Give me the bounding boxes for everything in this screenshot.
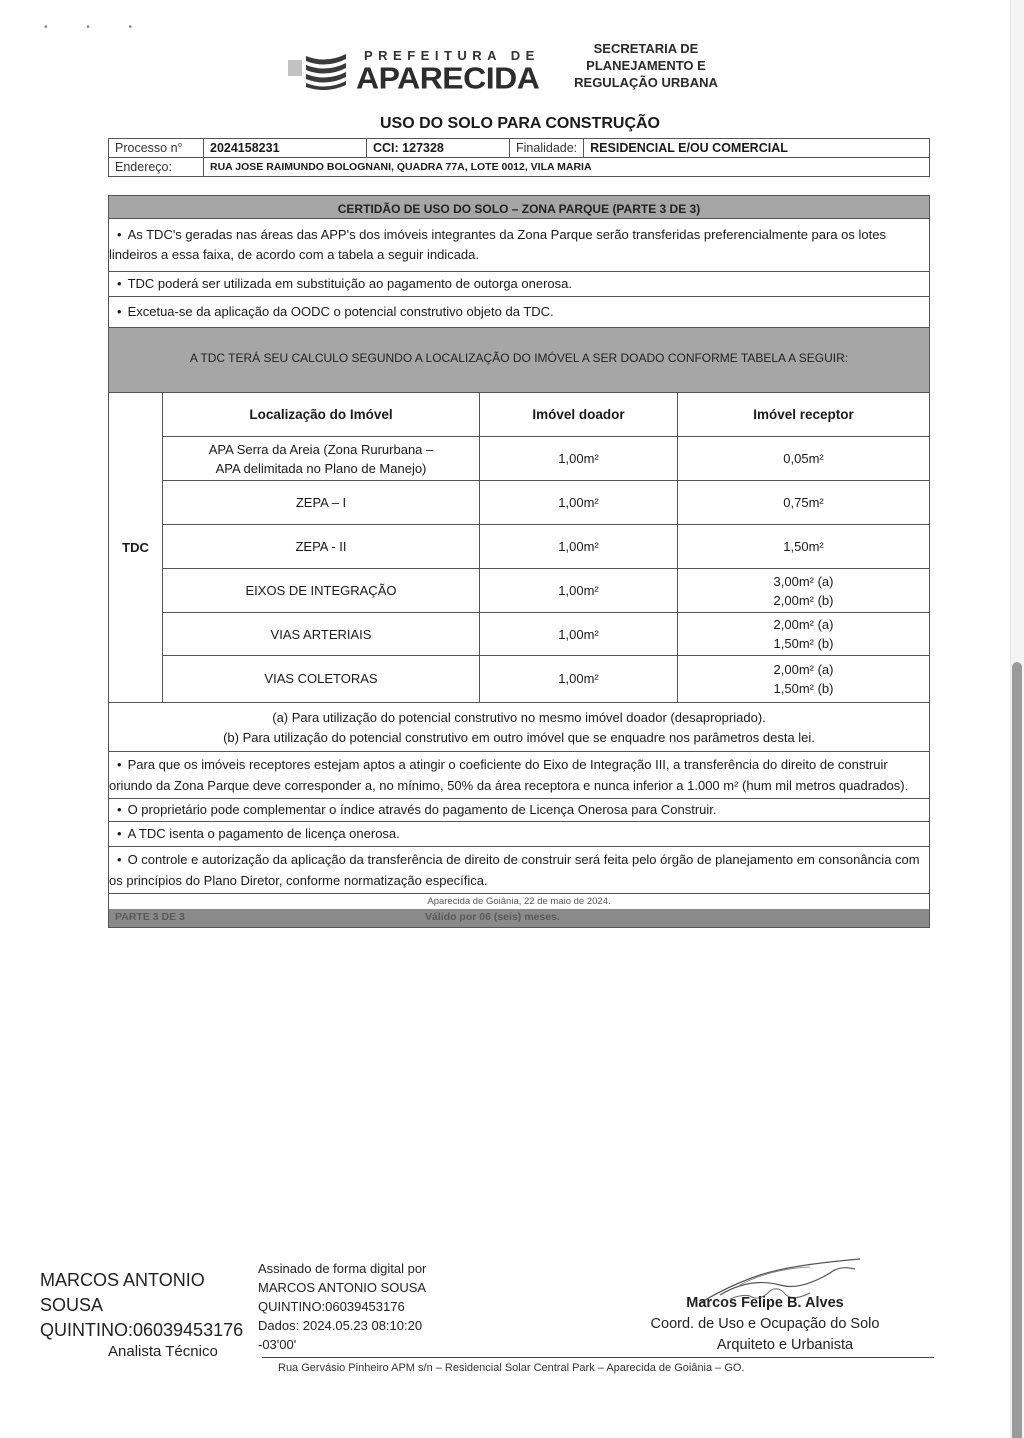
processo-label: Processo n° — [109, 139, 204, 158]
address-row — [109, 158, 930, 177]
localizacao-cell: ZEPA - II — [163, 525, 480, 569]
signer-left-line: QUINTINO:06039453176 — [40, 1320, 244, 1340]
doador-cell: 1,00m² — [480, 525, 678, 569]
scrollbar-thumb[interactable] — [1012, 662, 1022, 1438]
tdc-row — [163, 569, 929, 613]
bullet-item: • A TDC isenta o pagamento de licença onerosa. — [109, 821, 929, 846]
process-info-table — [108, 138, 930, 177]
document-title: USO DO SOLO PARA CONSTRUÇÃO — [379, 115, 660, 132]
certidao-title: CERTIDÃO DE USO DO SOLO – ZONA PARQUE (PARTE 3 DE 3) — [109, 196, 929, 218]
finalidade-label: Finalidade: — [510, 139, 584, 158]
receptor-cell: 1,50m² — [678, 525, 930, 569]
receptor-cell — [678, 613, 930, 656]
digital-signature-info — [258, 1259, 426, 1354]
note-b: (b) Para utilização do potencial construtivo em outro imóvel que se enquadre nos parâmetros desta lei. — [223, 729, 815, 745]
issue-date: Aparecida de Goiânia, 22 de maio de 2024. — [109, 893, 929, 909]
finalidade-value: RESIDENCIAL E/OU COMERCIAL — [584, 139, 930, 158]
localizacao-cell: EIXOS DE INTEGRAÇÃO — [163, 569, 480, 613]
doador-cell: 1,00m² — [480, 437, 678, 481]
logo-name: APARECIDA — [356, 60, 540, 96]
receptor-value-a: 2,00m² (a) — [773, 661, 834, 677]
bullet-item: • Excetua-se da aplicação da OODC o potencial construtivo objeto da TDC. — [109, 296, 929, 327]
tdc-table-heading: A TDC TERÁ SEU CALCULO SEGUNDO A LOCALIZAÇÃO DO IMÓVEL A SER DOADO CONFORME TABELA A SEGUIR: — [109, 327, 929, 392]
localizacao-cell: APA Serra da Areia (Zona Rururbana – APA delimitada no Plano de Manejo) — [163, 437, 480, 481]
digital-line: Assinado de forma digital por — [258, 1261, 427, 1276]
tdc-label: TDC — [109, 393, 163, 702]
doador-cell: 1,00m² — [480, 656, 678, 702]
bullet-item: • O proprietário pode complementar o índice através do pagamento de Licença Onerosa para Construir. — [109, 798, 929, 821]
doador-cell: 1,00m² — [480, 569, 678, 613]
tdc-row — [163, 613, 929, 656]
bullet-item: • Para que os imóveis receptores estejam aptos a atingir o coeficiente do Eixo de Integração III, a transferência do direito de construir oriundo da Zona Parque deve corresponder a, no mínimo, 50% da área receptora e nunca inferior a 1.000 m² (hum mil metros quadrados). — [109, 751, 929, 798]
doador-cell: 1,00m² — [480, 481, 678, 525]
localizacao-cell: VIAS COLETORAS — [264, 671, 378, 687]
signer-right-role: Coord. de Uso e Ocupação do Solo — [650, 1316, 880, 1332]
bullet-item: • As TDC's geradas nas áreas das APP's dos imóveis integrantes da Zona Parque serão transferidas preferencialmente para os lotes lindeiros a essa faixa, de acordo com a tabela a seguir indicada. — [109, 218, 929, 271]
receptor-cell: 0,05m² — [678, 437, 930, 481]
column-header: Imóvel receptor — [678, 393, 930, 437]
scan-dots: • • • — [44, 22, 151, 33]
secretaria-line: PLANEJAMENTO E — [586, 58, 706, 73]
signer-left-line: MARCOS ANTONIO — [40, 1270, 205, 1290]
receptor-value-b: 1,50m² (b) — [773, 680, 834, 696]
localizacao-cell: VIAS ARTERIAIS — [163, 613, 480, 656]
secretaria-line: REGULAÇÃO URBANA — [574, 75, 718, 90]
signer-right-title: Arquiteto e Urbanista — [716, 1337, 854, 1353]
signer-left-line: SOUSA — [40, 1295, 104, 1315]
tdc-section — [109, 392, 929, 702]
receptor-cell — [678, 569, 930, 613]
footer-divider — [262, 1357, 934, 1358]
column-header: Imóvel doador — [480, 393, 678, 437]
column-header: Localização do Imóvel — [163, 393, 480, 437]
tdc-row — [163, 481, 929, 525]
receptor-cell — [678, 656, 930, 702]
footer-address: Rua Gervásio Pinheiro APM s/n – Residencial Solar Central Park – Aparecida de Goiânia – GO. — [278, 1362, 745, 1374]
secretaria-title — [556, 40, 736, 91]
validity-band — [109, 909, 929, 927]
doador-cell: 1,00m² — [480, 613, 678, 656]
receptor-value-a: 2,00m² (a) — [773, 617, 834, 632]
table-notes — [109, 702, 929, 751]
endereco-value: RUA JOSE RAIMUNDO BOLOGNANI, QUADRA 77A, LOTE 0012, VILA MARIA — [204, 158, 930, 177]
signer-left-role: Analista Técnico — [108, 1343, 218, 1360]
note-a: (a) Para utilização do potencial construtivo no mesmo imóvel doador (desapropriado). — [272, 709, 766, 725]
parte-label: PARTE 3 DE 3 — [115, 910, 185, 923]
receptor-value-b: 1,50m² (b) — [773, 636, 834, 651]
digital-line: Dados: 2024.05.23 08:10:20 — [258, 1318, 423, 1333]
receptor-cell: 0,75m² — [678, 481, 930, 525]
digital-line: QUINTINO:06039453176 — [258, 1299, 405, 1314]
certidao-box — [108, 195, 930, 928]
tdc-row — [163, 656, 929, 702]
bullet-item: • TDC poderá ser utilizada em substituição ao pagamento de outorga onerosa. — [109, 271, 929, 296]
digital-line: -03'00' — [258, 1337, 297, 1352]
signer-right — [620, 1293, 910, 1356]
receptor-value-a: 3,00m² (a) — [773, 573, 834, 589]
signer-left-name — [40, 1268, 243, 1343]
process-row — [109, 139, 930, 158]
processo-value: 2024158231 — [204, 139, 367, 158]
secretaria-line: SECRETARIA DE — [593, 41, 699, 56]
tdc-row — [163, 525, 929, 569]
logo-prefix: PREFEITURA DE — [364, 48, 540, 63]
digital-line: MARCOS ANTONIO SOUSA — [258, 1280, 427, 1295]
localizacao-cell: ZEPA – I — [163, 481, 480, 525]
tdc-table — [163, 393, 929, 702]
endereco-label: Endereço: — [109, 158, 204, 177]
cci-value: CCI: 127328 — [367, 139, 510, 158]
bullet-item: • O controle e autorização da aplicação da transferência de direito de construir será feita pelo órgão de planejamento em consonância com os princípios do Plano Diretor, conforme normatização específica. — [109, 846, 929, 893]
prefeitura-logo-icon — [288, 50, 348, 90]
validity-text: Válido por 06 (seis) meses. — [425, 910, 560, 923]
tdc-row — [163, 437, 929, 481]
receptor-value-b: 2,00m² (b) — [773, 592, 834, 608]
tdc-header-row — [163, 393, 929, 437]
signer-right-name: Marcos Felipe B. Alves — [686, 1295, 844, 1311]
